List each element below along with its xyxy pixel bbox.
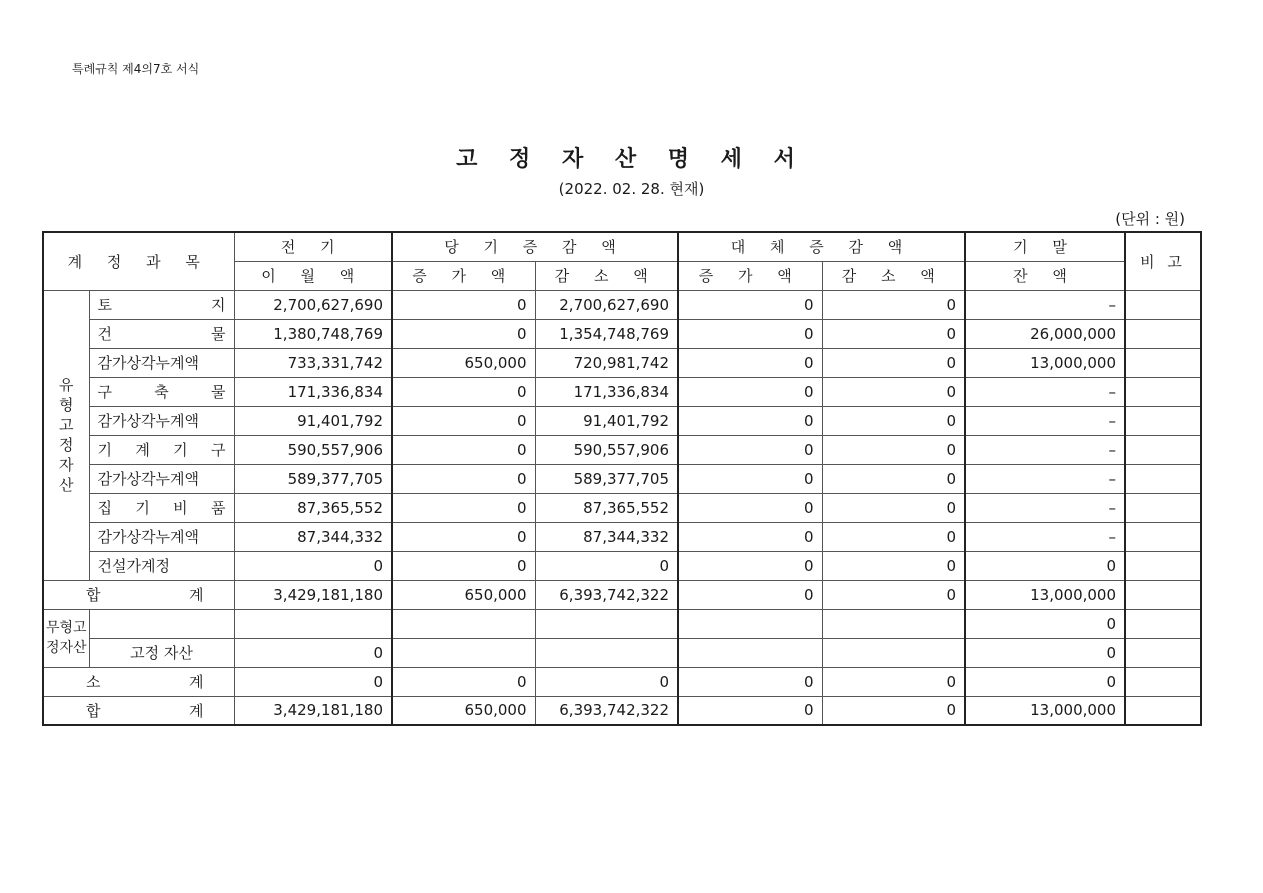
tangible-row-prior-balance: 87,344,332 [234, 522, 392, 551]
tangible-total-transfer-increase: 0 [678, 580, 822, 609]
intangible-row-prior-balance [234, 609, 392, 638]
tangible-group-label [43, 290, 89, 580]
table-row [43, 464, 1201, 493]
tangible-row-prior-balance: 87,365,552 [234, 493, 392, 522]
intangible-row-current-decrease [535, 638, 678, 667]
tangible-row-remark [1125, 522, 1201, 551]
tangible-row-end-balance: – [965, 522, 1125, 551]
tangible-row-current-increase: 0 [392, 522, 535, 551]
tangible-row-transfer-increase: 0 [678, 319, 822, 348]
header-prior-top: 전 기 [234, 232, 392, 261]
tangible-total-remark [1125, 580, 1201, 609]
table-row [43, 406, 1201, 435]
header-remarks: 비 고 [1125, 232, 1201, 290]
table-row [43, 493, 1201, 522]
tangible-row-current-decrease: 720,981,742 [535, 348, 678, 377]
intangible-row-remark [1125, 609, 1201, 638]
intangible-row-transfer-increase [678, 638, 822, 667]
header-transfer-change: 대 체 증 감 액 [678, 232, 965, 261]
grand-total-row-prior-balance: 3,429,181,180 [234, 696, 392, 725]
tangible-row-current-decrease: 91,401,792 [535, 406, 678, 435]
grand-total-row-transfer-decrease: 0 [822, 696, 965, 725]
tangible-total-end-balance: 13,000,000 [965, 580, 1125, 609]
account-name: 감가상각누계액 [89, 348, 234, 377]
tangible-row-transfer-decrease: 0 [822, 464, 965, 493]
account-name: 감가상각누계액 [89, 464, 234, 493]
total-label: 합 계 [43, 696, 234, 725]
header-current-increase: 증 가 액 [392, 261, 535, 290]
tangible-total-current-increase: 650,000 [392, 580, 535, 609]
tangible-row-current-increase: 650,000 [392, 348, 535, 377]
tangible-row-transfer-increase: 0 [678, 406, 822, 435]
header-end-bottom: 잔 액 [965, 261, 1125, 290]
tangible-row-transfer-increase: 0 [678, 377, 822, 406]
group-label-char: 정 [59, 436, 74, 454]
tangible-row-remark [1125, 290, 1201, 319]
total-label: 합 계 [43, 580, 234, 609]
tangible-row-prior-balance: 91,401,792 [234, 406, 392, 435]
tangible-row-end-balance: 26,000,000 [965, 319, 1125, 348]
table-row [43, 638, 1201, 667]
tangible-total-current-decrease: 6,393,742,322 [535, 580, 678, 609]
grand-total-row-end-balance: 13,000,000 [965, 696, 1125, 725]
tangible-row-current-decrease: 1,354,748,769 [535, 319, 678, 348]
tangible-row-end-balance: – [965, 464, 1125, 493]
tangible-row-transfer-decrease: 0 [822, 522, 965, 551]
intangible-row-end-balance: 0 [965, 638, 1125, 667]
subtotal-row-transfer-increase: 0 [678, 667, 822, 696]
tangible-row-current-increase: 0 [392, 464, 535, 493]
subtotal-row-current-decrease: 0 [535, 667, 678, 696]
tangible-row-end-balance: – [965, 493, 1125, 522]
intangible-row-transfer-decrease [822, 638, 965, 667]
form-number-label: 특례규칙 제4의7호 서식 [72, 62, 200, 76]
tangible-row-transfer-decrease: 0 [822, 406, 965, 435]
tangible-row-current-decrease: 589,377,705 [535, 464, 678, 493]
grand-total-row-current-decrease: 6,393,742,322 [535, 696, 678, 725]
tangible-row-prior-balance: 589,377,705 [234, 464, 392, 493]
account-name: 감가상각누계액 [89, 522, 234, 551]
tangible-row-remark [1125, 551, 1201, 580]
intangible-row-current-decrease [535, 609, 678, 638]
tangible-row-current-increase: 0 [392, 290, 535, 319]
tangible-row-current-increase: 0 [392, 319, 535, 348]
tangible-row-prior-balance: 733,331,742 [234, 348, 392, 377]
header-transfer-decrease: 감 소 액 [822, 261, 965, 290]
account-name: 고정 자산 [89, 638, 234, 667]
as-of-date: (2022. 02. 28. 현재) [558, 180, 705, 198]
tangible-row-prior-balance: 0 [234, 551, 392, 580]
intangible-row-transfer-decrease [822, 609, 965, 638]
tangible-row-prior-balance: 1,380,748,769 [234, 319, 392, 348]
header-prior-bottom: 이 월 액 [234, 261, 392, 290]
grand-total-row-transfer-increase: 0 [678, 696, 822, 725]
tangible-row-current-decrease: 590,557,906 [535, 435, 678, 464]
tangible-row-prior-balance: 171,336,834 [234, 377, 392, 406]
tangible-row-remark [1125, 435, 1201, 464]
tangible-row-transfer-decrease: 0 [822, 319, 965, 348]
grand-total-row [43, 696, 1201, 725]
tangible-row-current-decrease: 2,700,627,690 [535, 290, 678, 319]
group-label-char: 형 [59, 396, 74, 414]
page-title: 고 정 자 산 명 세 서 [456, 147, 807, 172]
total-label: 소 계 [43, 667, 234, 696]
account-name: 건 물 [89, 319, 234, 348]
unit-label: (단위 : 원) [1115, 210, 1185, 228]
table-row [43, 377, 1201, 406]
intangible-group-label: 무형고정자산 [43, 609, 89, 667]
subtotal-row-remark [1125, 667, 1201, 696]
group-label-char: 고 [59, 416, 74, 434]
tangible-row-transfer-increase: 0 [678, 493, 822, 522]
account-name: 감가상각누계액 [89, 406, 234, 435]
subtotal-row-end-balance: 0 [965, 667, 1125, 696]
intangible-row-prior-balance: 0 [234, 638, 392, 667]
tangible-total-row [43, 580, 1201, 609]
tangible-row-transfer-increase: 0 [678, 522, 822, 551]
account-name: 건설가계정 [89, 551, 234, 580]
table-row [43, 290, 1201, 319]
table-row [43, 609, 1201, 638]
tangible-row-current-decrease: 87,344,332 [535, 522, 678, 551]
group-label-char: 유 [59, 376, 74, 394]
tangible-row-remark [1125, 348, 1201, 377]
tangible-row-end-balance: – [965, 290, 1125, 319]
tangible-row-current-increase: 0 [392, 493, 535, 522]
fixed-asset-table [42, 231, 1202, 726]
tangible-row-current-decrease: 0 [535, 551, 678, 580]
tangible-row-prior-balance: 2,700,627,690 [234, 290, 392, 319]
group-label-char: 산 [59, 476, 74, 494]
tangible-row-remark [1125, 464, 1201, 493]
table-row [43, 522, 1201, 551]
subtotal-row-current-increase: 0 [392, 667, 535, 696]
table-row [43, 319, 1201, 348]
account-name: 기 계 기 구 [89, 435, 234, 464]
tangible-row-current-increase: 0 [392, 406, 535, 435]
intangible-row-transfer-increase [678, 609, 822, 638]
intangible-row-current-increase [392, 638, 535, 667]
tangible-row-transfer-decrease: 0 [822, 348, 965, 377]
tangible-row-current-increase: 0 [392, 551, 535, 580]
tangible-row-end-balance: – [965, 377, 1125, 406]
tangible-total-prior-balance: 3,429,181,180 [234, 580, 392, 609]
tangible-row-transfer-decrease: 0 [822, 290, 965, 319]
tangible-row-prior-balance: 590,557,906 [234, 435, 392, 464]
tangible-row-transfer-decrease: 0 [822, 493, 965, 522]
header-end-top: 기 말 [965, 232, 1125, 261]
tangible-row-transfer-decrease: 0 [822, 377, 965, 406]
tangible-row-transfer-decrease: 0 [822, 551, 965, 580]
header-transfer-increase: 증 가 액 [678, 261, 822, 290]
account-name: 구 축 물 [89, 377, 234, 406]
tangible-row-current-increase: 0 [392, 435, 535, 464]
subtotal-row-prior-balance: 0 [234, 667, 392, 696]
tangible-row-remark [1125, 406, 1201, 435]
header-current-change: 당 기 증 감 액 [392, 232, 678, 261]
tangible-row-end-balance: – [965, 435, 1125, 464]
header-current-decrease: 감 소 액 [535, 261, 678, 290]
account-name: 토 지 [89, 290, 234, 319]
tangible-row-transfer-increase: 0 [678, 551, 822, 580]
header-account: 계 정 과 목 [43, 232, 234, 290]
tangible-row-transfer-increase: 0 [678, 290, 822, 319]
tangible-row-current-increase: 0 [392, 377, 535, 406]
tangible-row-end-balance: 0 [965, 551, 1125, 580]
grand-total-row-remark [1125, 696, 1201, 725]
tangible-row-transfer-increase: 0 [678, 348, 822, 377]
group-label-char: 자 [59, 456, 74, 474]
intangible-row-remark [1125, 638, 1201, 667]
tangible-row-end-balance: – [965, 406, 1125, 435]
account-name [89, 609, 234, 638]
tangible-row-transfer-increase: 0 [678, 464, 822, 493]
tangible-row-end-balance: 13,000,000 [965, 348, 1125, 377]
tangible-row-transfer-increase: 0 [678, 435, 822, 464]
intangible-row-end-balance: 0 [965, 609, 1125, 638]
tangible-row-remark [1125, 493, 1201, 522]
table-row [43, 348, 1201, 377]
tangible-row-current-decrease: 87,365,552 [535, 493, 678, 522]
subtotal-row-transfer-decrease: 0 [822, 667, 965, 696]
intangible-row-current-increase [392, 609, 535, 638]
table-row [43, 551, 1201, 580]
tangible-row-current-decrease: 171,336,834 [535, 377, 678, 406]
table-row [43, 435, 1201, 464]
tangible-row-remark [1125, 319, 1201, 348]
tangible-row-transfer-decrease: 0 [822, 435, 965, 464]
tangible-total-transfer-decrease: 0 [822, 580, 965, 609]
tangible-row-remark [1125, 377, 1201, 406]
account-name: 집 기 비 품 [89, 493, 234, 522]
subtotal-row [43, 667, 1201, 696]
grand-total-row-current-increase: 650,000 [392, 696, 535, 725]
